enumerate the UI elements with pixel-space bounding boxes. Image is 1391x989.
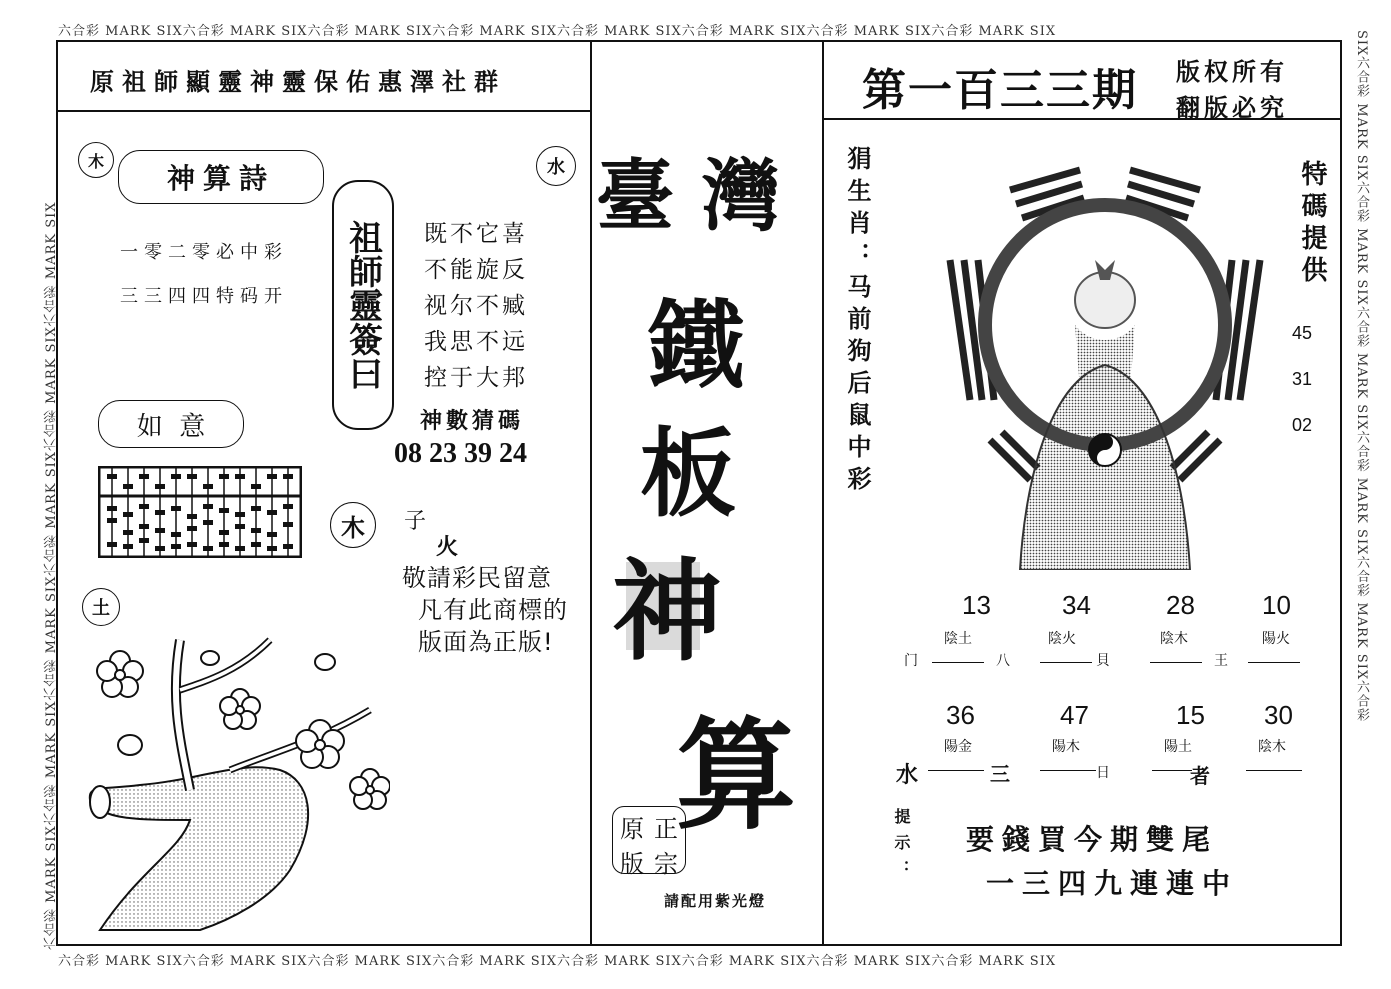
- row1-char: 门: [904, 653, 918, 669]
- divider-right: [822, 40, 824, 946]
- oracle-verse: [424, 216, 528, 396]
- seal-char: 原: [620, 815, 644, 843]
- row1-line: [1150, 662, 1202, 663]
- zi-char: 子: [404, 509, 427, 534]
- notice-text: [402, 562, 568, 658]
- special-label: 特碼提供: [1297, 160, 1327, 288]
- plum-blossom-illustration: [80, 620, 390, 940]
- row2-char: 日: [1096, 765, 1110, 781]
- row1-label: 陰火: [1048, 631, 1076, 647]
- element-water: 水: [536, 146, 576, 186]
- element-wood-mid: 木: [330, 502, 376, 548]
- hint-line-1: 要錢買今期雙尾: [966, 823, 1219, 856]
- row1-label: 陰木: [1160, 631, 1188, 647]
- copyright-line-2: 翻版必究: [1176, 94, 1288, 122]
- verse-line: 视尔不臧: [424, 293, 528, 319]
- verse-line: 既不它喜: [424, 221, 528, 247]
- row1-number: 13: [962, 590, 991, 620]
- row2-label: 陰木: [1258, 739, 1286, 755]
- left-header: 原祖師顯靈神靈保佑惠澤社群: [90, 68, 506, 96]
- row2-label: 陽土: [1164, 739, 1192, 755]
- oracle-title-box: 祖師靈簽曰: [332, 180, 394, 430]
- seal-char: 正: [654, 815, 678, 843]
- row1-label: 陰土: [944, 631, 972, 647]
- title-char: 板: [640, 418, 736, 530]
- verse-line: 控于大邦: [424, 365, 528, 391]
- element-earth: 土: [82, 588, 120, 626]
- row1-char: 貝: [1096, 653, 1110, 669]
- row1-number: 10: [1262, 590, 1291, 620]
- row2-char: 水: [896, 763, 919, 788]
- hint-line-2: 一三四九連連中: [986, 867, 1239, 900]
- abacus-icon: [98, 466, 302, 558]
- title-char: 神: [612, 548, 722, 676]
- row2-line: [1040, 770, 1096, 771]
- notice-line: 凡有此商標的: [418, 596, 568, 624]
- row1-number: 28: [1166, 590, 1195, 620]
- special-number: 31: [1292, 369, 1313, 389]
- row1-line: [1248, 662, 1300, 663]
- left-header-rule: [58, 110, 590, 112]
- seal-char: 版: [620, 850, 644, 878]
- guess-label: 神數猜碼: [420, 409, 525, 434]
- authentic-seal: [612, 806, 686, 878]
- row2-number: 15: [1176, 700, 1205, 730]
- copyright-line-1: 版权所有: [1176, 58, 1288, 86]
- row1-char: 八: [996, 653, 1010, 669]
- row2-number: 47: [1060, 700, 1089, 730]
- bagua-deity-illustration: [930, 150, 1280, 570]
- title-char: 臺: [596, 152, 675, 242]
- notice-line: 敬請彩民留意: [402, 564, 552, 592]
- poem-title-box: 神算詩: [118, 150, 324, 204]
- hint-label: 提示：: [892, 808, 911, 886]
- poem-line-1: 一零二零必中彩: [120, 242, 288, 263]
- special-number: 45: [1292, 323, 1313, 343]
- divider-left: [590, 40, 592, 946]
- row1-line: [1040, 662, 1092, 663]
- row2-label: 陽木: [1052, 739, 1080, 755]
- row2-line: [1246, 770, 1302, 771]
- row2-line: [1152, 770, 1192, 771]
- row1-line: [932, 662, 984, 663]
- special-number: 02: [1292, 415, 1313, 435]
- row2-label: 陽金: [944, 739, 972, 755]
- guess-numbers: 08 23 39 24: [394, 438, 527, 469]
- title-char: 灣: [702, 152, 781, 242]
- element-fire: 火: [436, 535, 459, 560]
- row2-number: 30: [1264, 700, 1293, 730]
- row2-number: 36: [946, 700, 975, 730]
- row1-number: 34: [1062, 590, 1091, 620]
- special-numbers: [1292, 310, 1312, 448]
- watermark-right: SIX六合彩 MARK SIX六合彩 MARK SIX六合彩 MARK SIX六合彩 MARK SIX六合彩 MARK SIX六合彩: [1354, 30, 1369, 723]
- poem-line-2: 三三四四特码开: [120, 286, 288, 307]
- uv-note: 請配用紫光燈: [664, 892, 767, 910]
- title-char: 鐵: [648, 290, 744, 402]
- notice-line: 版面為正版!: [418, 628, 554, 656]
- element-wood-top: 木: [78, 142, 114, 178]
- row1-char: 王: [1214, 653, 1228, 669]
- watermark-top: 六合彩 MARK SIX六合彩 MARK SIX六合彩 MARK SIX六合彩 MARK SIX六合彩 MARK SIX六合彩 MARK SIX六合彩 MARK SIX六合彩 MARK SIX: [58, 24, 1057, 39]
- issue-number: 第一百三三期: [862, 65, 1138, 116]
- row2-char: 三: [990, 762, 1010, 786]
- row2-char: 者: [1190, 764, 1210, 788]
- verse-line: 我思不远: [424, 329, 528, 355]
- verse-line: 不能旋反: [424, 257, 528, 283]
- watermark-bottom: 六合彩 MARK SIX六合彩 MARK SIX六合彩 MARK SIX六合彩 MARK SIX六合彩 MARK SIX六合彩 MARK SIX六合彩 MARK SIX六合彩 MARK SIX: [58, 954, 1057, 969]
- title-char: 算: [676, 707, 796, 846]
- watermark-left: 六合彩 MARK SIX六合彩 MARK SIX六合彩 MARK SIX六合彩 MARK SIX六合彩 MARK SIX六合彩 MARK SIX: [44, 201, 59, 950]
- row1-label: 陽火: [1262, 631, 1290, 647]
- zodiac-text: 狷生肖：马前狗后鼠中彩: [843, 146, 871, 498]
- row2-line: [928, 770, 984, 771]
- seal-char: 宗: [654, 850, 678, 878]
- ruyi-box: 如 意: [98, 400, 244, 448]
